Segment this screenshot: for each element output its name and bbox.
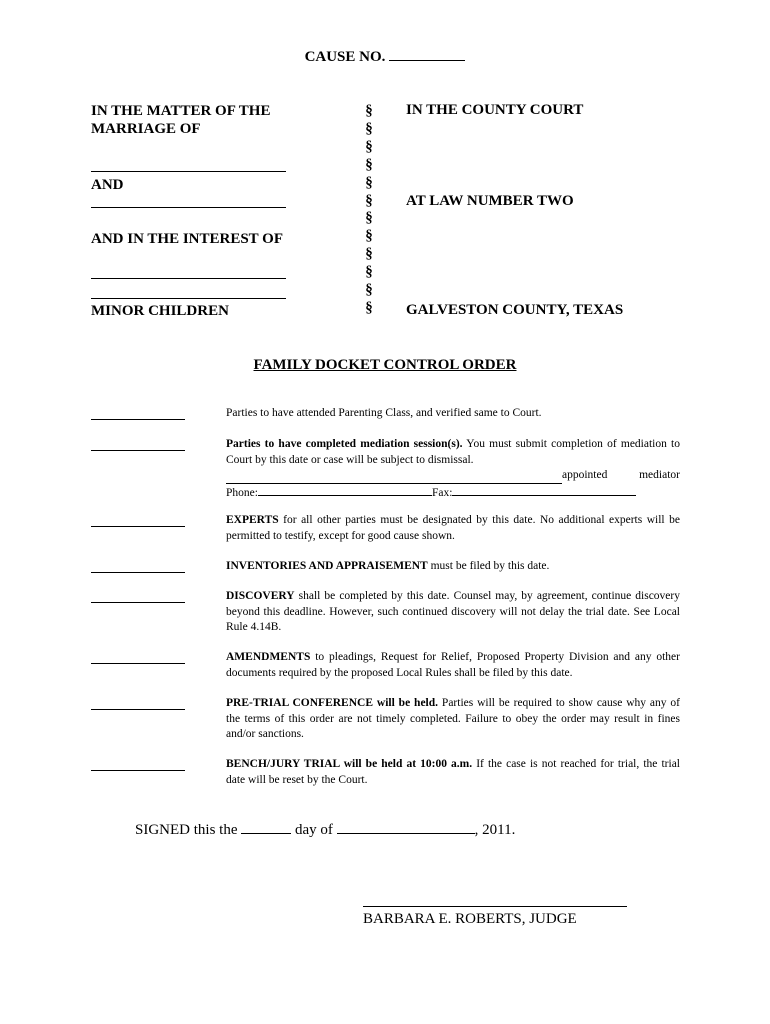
section-symbol: § [365,264,373,281]
item-text: to pleadings, Request for Relief, Proposed Property Division and any other documents required by the proposed Local Rules shall be filed by this date. [226,651,680,679]
section-symbol: § [365,138,373,155]
item-inventories [226,559,680,575]
section-symbol: § [365,282,373,299]
fax-blank[interactable] [452,484,636,496]
county-court-label: IN THE COUNTY COURT [406,102,584,118]
section-symbol: § [365,156,373,173]
signed-prefix: SIGNED this the [135,822,238,838]
item-text: If the case is not reached for trial, the trial date will be reset by the Court. [226,758,680,786]
and-label: AND [91,177,124,193]
phone-label: Phone: [226,486,258,499]
item-text: Parties to have attended Parenting Class, and verified same to Court. [226,407,542,419]
document-title [0,357,770,374]
item-amendments [226,650,680,681]
judge-name: BARBARA E. ROBERTS, JUDGE [363,911,577,927]
date-blank-mediation[interactable] [91,450,185,451]
section-symbol: § [365,210,373,227]
cause-number-label: CAUSE NO. [304,49,386,65]
month-blank[interactable] [337,821,475,834]
item-pretrial [226,696,680,743]
matter-line-2: MARRIAGE OF [91,121,201,137]
section-symbols [362,103,376,318]
signed-line [135,821,515,839]
party-2-blank[interactable] [91,207,286,208]
child-2-blank[interactable] [91,298,286,299]
document-title-text: FAMILY DOCKET CONTROL ORDER [253,357,517,373]
date-blank-experts[interactable] [91,526,185,527]
item-discovery [226,589,680,636]
year-label: , 2011. [474,822,516,838]
item-bold-text: BENCH/JURY TRIAL will be held at 10:00 a.m. [226,758,473,770]
judge-signature-line[interactable] [363,906,627,907]
mediator-blank[interactable] [226,472,562,484]
item-bold-text: PRE-TRIAL CONFERENCE will be held. [226,697,439,709]
item-text: must be filed by this date. [427,560,550,572]
date-blank-trial[interactable] [91,770,185,771]
party-1-blank[interactable] [91,171,286,172]
day-blank[interactable] [241,821,291,834]
section-symbol: § [365,246,373,263]
appointed-mediator-label: appointed mediator [562,469,680,481]
date-blank-inventories[interactable] [91,572,185,573]
item-bold-text: DISCOVERY [226,590,295,602]
item-text: shall be completed by this date. Counsel may, by agreement, continue discovery beyond this deadline. However, such continued discovery will not delay the trial date. See Local Rule 4.14B. [226,590,680,633]
interest-label: AND IN THE INTEREST OF [91,231,283,247]
date-blank-discovery[interactable] [91,602,185,603]
day-of-label: day of [295,822,333,838]
item-bold-text: Parties to have completed mediation session(s). [226,438,463,450]
section-symbol: § [365,299,373,316]
phone-blank[interactable] [258,484,432,496]
item-text: Parties will be required to show cause why any of the terms of this order are not timely completed. Failure to obey the order may result in fines and/or sanctions. [226,697,681,740]
mediator-row [226,468,680,484]
minor-children-label: MINOR CHILDREN [91,303,229,319]
item-bold-text: AMENDMENTS [226,651,311,663]
child-1-blank[interactable] [91,278,286,279]
item-experts [226,513,680,544]
section-symbol: § [365,120,373,137]
county-label: GALVESTON COUNTY, TEXAS [406,302,624,318]
fax-label: Fax: [431,486,453,499]
item-parenting-class [226,406,680,422]
section-symbol: § [365,174,373,191]
matter-line-1: IN THE MATTER OF THE [91,103,271,119]
section-symbol: § [365,192,373,209]
item-bold-text: EXPERTS [226,514,279,526]
item-text: for all other parties must be designated by this date. No additional experts will be permitted to testify, except for good cause shown. [226,514,680,542]
item-trial [226,757,680,788]
phone-fax-row [226,484,680,502]
section-symbol: § [365,228,373,245]
cause-number [0,48,770,66]
date-blank-pretrial[interactable] [91,709,185,710]
item-bold-text: INVENTORIES AND APPRAISEMENT [226,560,428,572]
cause-number-blank[interactable] [389,48,465,61]
law-number-label: AT LAW NUMBER TWO [406,193,574,209]
date-blank-amendments[interactable] [91,663,185,664]
item-mediation [226,437,680,501]
section-symbol: § [365,103,373,119]
item-text: You must submit completion of mediation to Court by this date or case will be subject to dismissal. [226,438,680,466]
date-blank-parenting[interactable] [91,419,185,420]
